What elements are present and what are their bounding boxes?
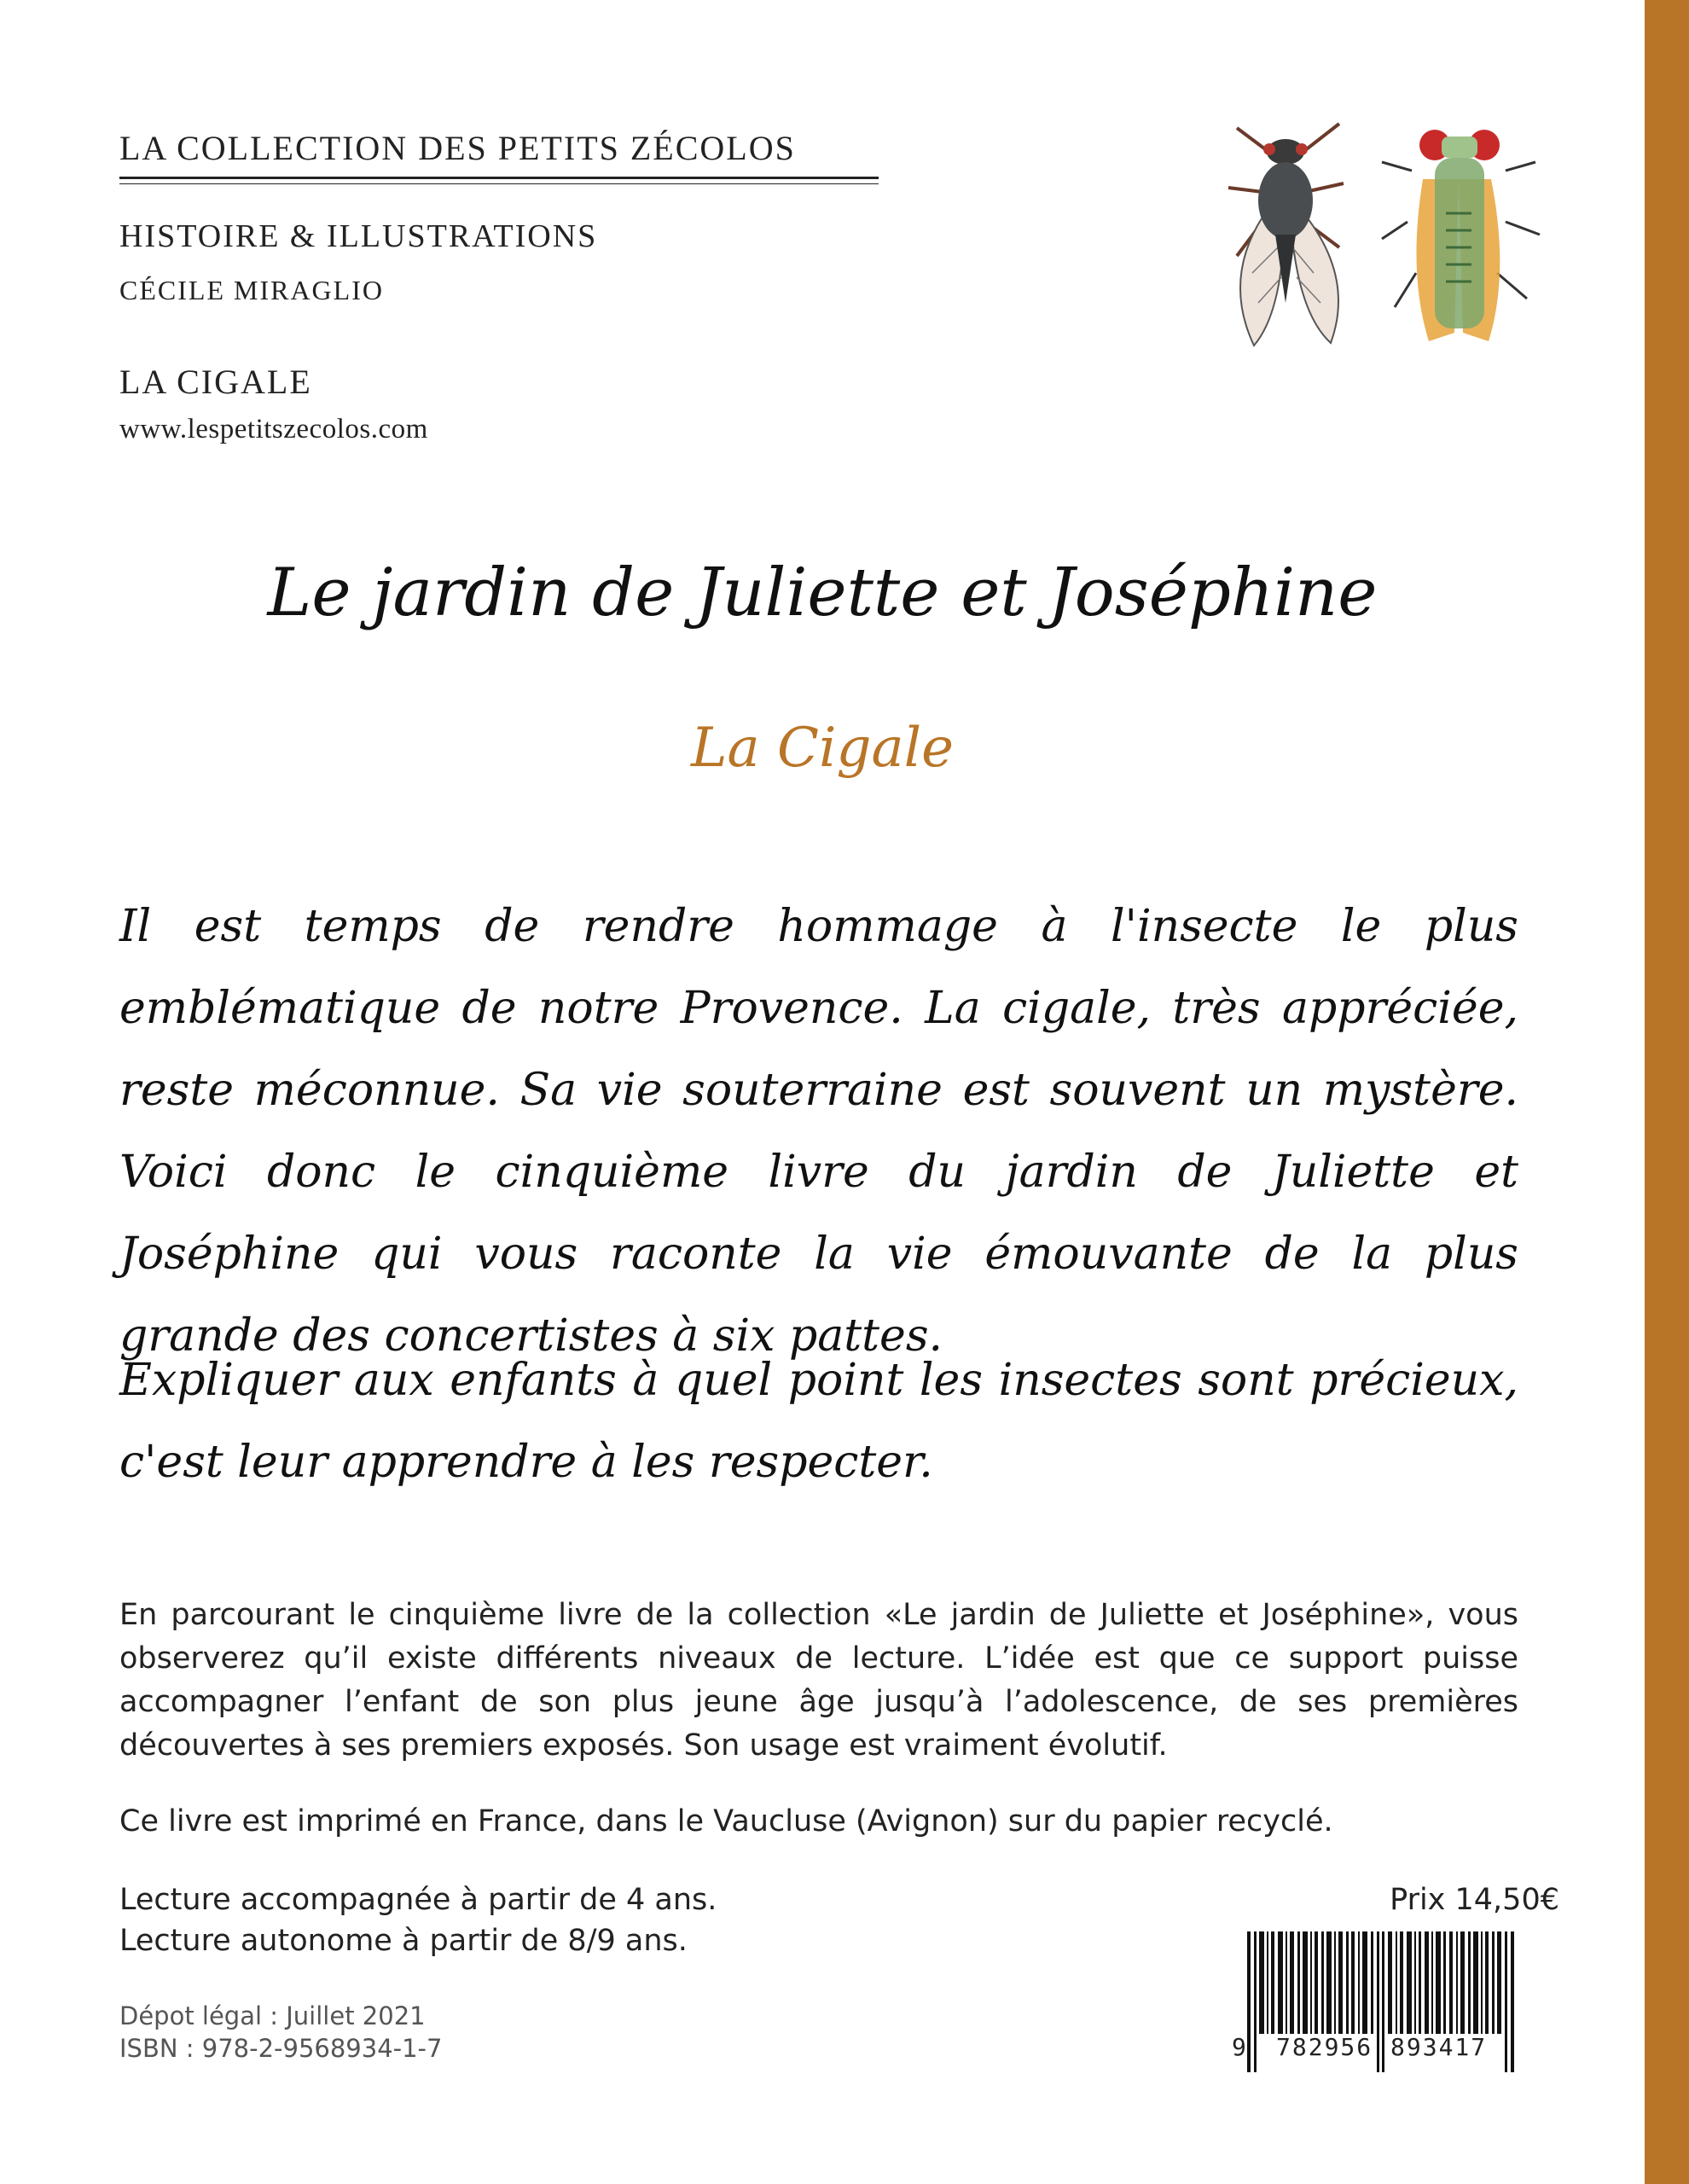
reading-age-accompanied: Lecture accompagnée à partir de 4 ans. [119,1883,717,1917]
credits-heading: HISTOIRE & ILLUSTRATIONS [119,218,598,254]
divider [119,183,879,184]
book-label: LA CIGALE [119,363,312,401]
reading-age-autonomous: Lecture autonome à partir de 8/9 ans. [119,1924,688,1958]
collection-title: LA COLLECTION DES PETITS ZÉCOLOS [119,129,796,167]
price-label: Prix 14,50€ [1390,1883,1559,1917]
book-spine [1645,0,1689,2184]
isbn-label: ISBN : 978-2-9568934-1-7 [119,2034,443,2063]
intro-paragraph: Il est temps de rendre hommage à l'insecte le plus emblématique de notre Provence. La cigale, très appréciée, reste méconnue. Sa vie souterraine est souvent un mystère. Voici donc le cinquième livre du jardin de Juliette et Joséphine qui vous raconte la vie émouvante de la plus grande des concertistes à six pattes. [119,901,1518,1362]
book-subtitle: La Cigale [691,717,954,780]
barcode-digits-left: 782956 [1276,2033,1373,2061]
printing-note: Ce livre est imprimé en France, dans le Vaucluse (Avignon) sur du papier recyclé. [119,1804,1333,1838]
cicada-icon [1382,130,1540,341]
fly-icon [1228,124,1344,346]
barcode-digits-right: 893417 [1390,2033,1488,2061]
barcode-digit-prefix: 9 [1232,2033,1246,2061]
description-paragraph: En parcourant le cinquième livre de la collection «Le jardin de Juliette et Joséphine», vous observerez qu’il existe différents niveaux de lecture. L’idée est que ce support puisse accompagner l’enfant de son plus jeune âge jusqu’à l’adolescence, de ses premières découvertes à ses premiers exposés. Son usage est vraiment évolutif. [119,1598,1518,1763]
divider [119,177,879,179]
book-title: Le jardin de Juliette et Joséphine [267,555,1378,631]
author-name: CÉCILE MIRAGLIO [119,275,384,305]
insects-illustration [1211,119,1587,375]
message-paragraph: Expliquer aux enfants à quel point les insectes sont précieux, c'est leur apprendre à les respecter. [119,1355,1518,1488]
website-link[interactable]: www.lespetitszecolos.com [119,414,428,444]
legal-deposit: Dépot légal : Juillet 2021 [119,2001,426,2030]
